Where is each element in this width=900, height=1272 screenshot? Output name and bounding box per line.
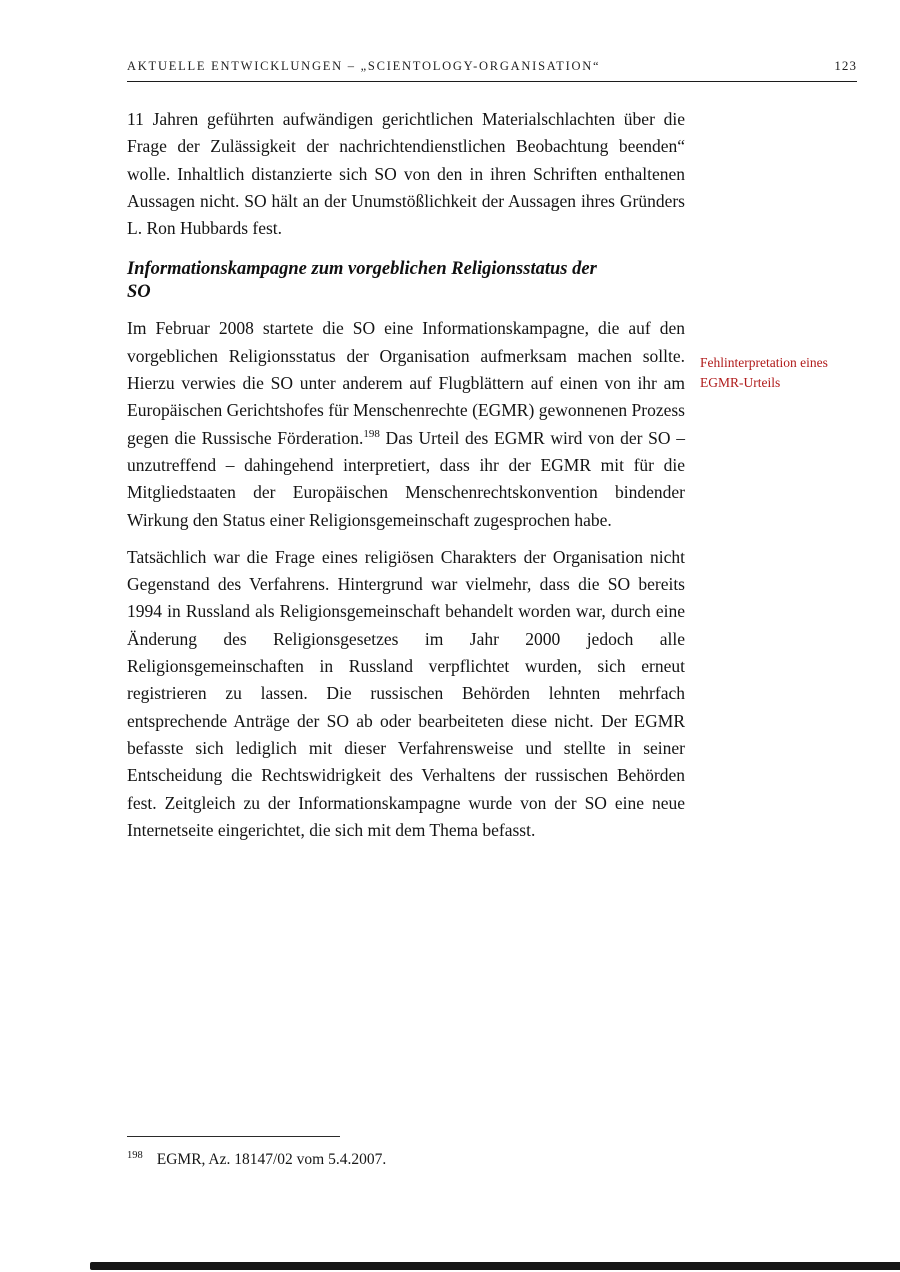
footnote-block bbox=[127, 1136, 685, 1169]
body-text-column bbox=[127, 106, 685, 854]
footnote-text: EGMR, Az. 18147/02 vom 5.4.2007. bbox=[156, 1151, 387, 1168]
paragraph: 11 Jahren geführten aufwändigen gerichtlichen Materialschlachten über die Frage der Zulässigkeit der nachrichtendienstlichen Beobachtung beenden“ wolle. Inhaltlich distanzierte sich SO von den in ihren Schriften enthaltenen Aussagen nicht. SO hält an der Unumstößlichkeit der Aussagen ihres Gründers L. Ron Hubbards fest. bbox=[127, 109, 685, 239]
section-heading: Informationskampagne zum vorgeblichen Religionsstatus der SO bbox=[127, 259, 597, 303]
page-header bbox=[127, 58, 857, 82]
scan-artifact-bar bbox=[90, 1262, 900, 1270]
footnote-number: 198 bbox=[127, 1149, 143, 1161]
page-number: 123 bbox=[834, 58, 857, 73]
footnote-separator bbox=[127, 1136, 340, 1137]
footnote-reference: 198 bbox=[363, 427, 380, 440]
paragraph bbox=[127, 315, 685, 533]
footnote bbox=[127, 1151, 685, 1169]
paragraph-text: Das Urteil des EGMR wird von der SO – unzutreffend – dahingehend interpretiert, dass ihr der EGMR mit für die Mitgliedstaaten der Europäischen Menschenrechtskonvention bindender Wirkung den Status einer Religionsgemeinschaft zugesprochen habe. bbox=[127, 427, 686, 530]
paragraph-text: Im Februar 2008 startete die SO eine Informationskampagne, die auf den vorgeblichen Religionsstatus der Organisation aufmerksam machen sollte. Hierzu verwies die SO unter anderem auf Flugblättern auf einen von ihr am Europäischen Gerichtshofes für Menschenrechte (EGMR) gewonnenen Prozess gegen die Russische Förderation. bbox=[127, 318, 685, 448]
paragraph: Tatsächlich war die Frage eines religiösen Charakters der Organisation nicht Gegenstand des Verfahrens. Hintergrund war vielmehr, dass die SO bereits 1994 in Russland als Religionsgemeinschaft behandelt worden war, durch eine Änderung des Religionsgesetzes im Jahr 2000 jedoch alle Religionsgemeinschaften in Russland verpflichtet wurden, sich erneut registrieren zu lassen. Die russischen Behörden lehnten mehrfach entsprechende Anträge der SO ab oder bearbeiteten diese nicht. Der EGMR befasste sich lediglich mit dieser Verfahrensweise und stellte in seiner Entscheidung die Rechtswidrigkeit des Verhaltens der russischen Behörden fest. Zeitgleich zu der Informationskampagne wurde von der SO eine neue Internetseite eingerichtet, die sich mit dem Thema befasst. bbox=[127, 546, 685, 840]
margin-note: Fehlinterpretation eines EGMR-Urteils bbox=[700, 355, 828, 390]
running-header-title: AKTUELLE ENTWICKLUNGEN – „SCIENTOLOGY-ORGANISATION“ bbox=[127, 59, 601, 73]
